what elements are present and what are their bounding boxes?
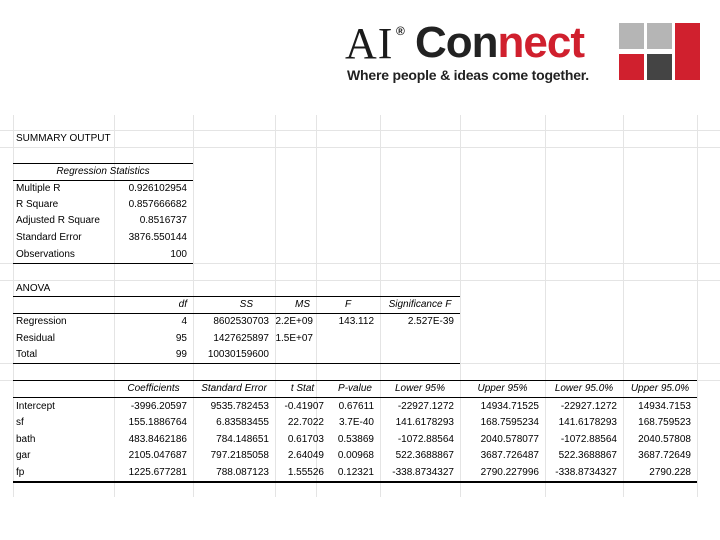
upper-950-value: 168.759523 — [638, 417, 691, 428]
std-error-value: 784.148651 — [216, 434, 269, 445]
upper-95-value: 14934.71525 — [480, 401, 539, 412]
lower-95-value: -1072.88564 — [397, 434, 454, 445]
t-stat-value: 2.64049 — [287, 450, 324, 461]
anova-header-ms: MS — [295, 299, 310, 310]
anova-row-label: Residual — [16, 333, 55, 344]
coef-value: -3996.20597 — [130, 401, 187, 412]
coef-row-label: sf — [16, 417, 24, 428]
lower-950-value: -1072.88564 — [560, 434, 617, 445]
stat-label: Adjusted R Square — [16, 215, 100, 226]
upper-950-value: 2790.228 — [649, 467, 691, 478]
upper-95-value: 3687.726487 — [480, 450, 539, 461]
anova-header-ss: SS — [239, 299, 253, 310]
t-stat-value: -0.41907 — [284, 401, 324, 412]
coef-row-label: gar — [16, 450, 31, 461]
coef-value: 155.1886764 — [128, 417, 187, 428]
anova-ms: 2.2E+09 — [275, 316, 313, 327]
ai-connect-logo — [345, 20, 710, 90]
anova-df: 4 — [181, 316, 187, 327]
p-value: 0.67611 — [338, 401, 374, 412]
logo-registered-mark: ® — [396, 24, 405, 38]
stat-value: 100 — [170, 249, 187, 260]
coef-value: 1225.677281 — [128, 467, 187, 478]
summary-output-title: SUMMARY OUTPUT — [16, 133, 111, 144]
t-stat-value: 0.61703 — [287, 434, 324, 445]
lower-95-value: 522.3688867 — [395, 450, 454, 461]
anova-ms: 1.5E+07 — [275, 333, 313, 344]
logo-connect-dark: Con — [415, 18, 498, 67]
coef-header: P-value — [338, 383, 372, 394]
coef-value: 483.8462186 — [128, 434, 187, 445]
table-rule — [13, 481, 697, 483]
coef-header: Upper 95% — [477, 383, 528, 394]
t-stat-value: 1.55526 — [287, 467, 324, 478]
anova-ss: 8602530703 — [213, 316, 269, 327]
t-stat-value: 22.7022 — [287, 417, 324, 428]
lower-95-value: -22927.1272 — [397, 401, 454, 412]
upper-95-value: 168.7595234 — [480, 417, 539, 428]
gridline — [697, 115, 698, 497]
std-error-value: 9535.782453 — [210, 401, 269, 412]
lower-95-value: 141.6178293 — [395, 417, 454, 428]
anova-df: 95 — [175, 333, 187, 344]
logo-square — [619, 23, 644, 49]
p-value: 0.53869 — [337, 434, 374, 445]
logo-connect-text — [415, 20, 584, 66]
coef-value: 2105.047687 — [128, 450, 187, 461]
anova-title: ANOVA — [16, 283, 51, 294]
stat-label: Multiple R — [16, 183, 61, 194]
logo-connect-red: nect — [497, 18, 585, 67]
anova-df: 99 — [175, 349, 187, 360]
lower-950-value: 522.3688867 — [558, 450, 617, 461]
stat-label: Observations — [16, 249, 75, 260]
anova-ss: 1427625897 — [213, 333, 269, 344]
coef-row-label: fp — [16, 467, 25, 478]
coef-header: Lower 95.0% — [554, 383, 614, 394]
lower-95-value: -338.8734327 — [392, 467, 454, 478]
logo-square-red — [675, 23, 700, 80]
logo-ai-text: AI — [345, 19, 394, 68]
anova-row-label: Total — [16, 349, 38, 360]
anova-f: 143.112 — [338, 316, 374, 327]
gridline — [0, 280, 720, 281]
table-rule — [13, 397, 697, 398]
anova-row-label: Regression — [16, 316, 67, 327]
upper-950-value: 14934.7153 — [638, 401, 691, 412]
upper-95-value: 2040.578077 — [480, 434, 539, 445]
anova-ss: 10030159600 — [207, 349, 269, 360]
stat-label: R Square — [16, 199, 59, 210]
upper-950-value: 2040.57808 — [638, 434, 691, 445]
lower-950-value: -22927.1272 — [560, 401, 617, 412]
stat-value: 0.926102954 — [128, 183, 187, 194]
anova-header-f: F — [344, 299, 352, 310]
lower-950-value: 141.6178293 — [558, 417, 617, 428]
coef-header: Coefficients — [127, 383, 180, 394]
stat-value: 0.8516737 — [139, 215, 187, 226]
coef-header: Upper 95.0% — [630, 383, 690, 394]
regression-statistics-header: Regression Statistics — [56, 166, 150, 177]
stat-value: 0.857666682 — [128, 199, 187, 210]
anova-header-sigf: Significance F — [388, 299, 452, 310]
coef-header: Lower 95% — [394, 383, 446, 394]
table-rule — [13, 363, 460, 364]
logo-tagline: Where people & ideas come together. — [347, 67, 589, 83]
upper-950-value: 3687.72649 — [638, 450, 691, 461]
std-error-value: 788.087123 — [216, 467, 269, 478]
coef-row-label: bath — [16, 434, 36, 445]
anova-sigf: 2.527E-39 — [407, 316, 454, 327]
anova-header-df: df — [178, 299, 187, 310]
coef-header: t Stat — [290, 383, 315, 394]
coef-row-label: Intercept — [16, 401, 55, 412]
stat-label: Standard Error — [16, 232, 82, 243]
coef-header: Standard Error — [201, 383, 267, 394]
p-value: 0.00968 — [337, 450, 374, 461]
logo-square-dark — [647, 54, 672, 80]
std-error-value: 797.2185058 — [210, 450, 269, 461]
upper-95-value: 2790.227996 — [480, 467, 539, 478]
table-rule — [13, 263, 193, 264]
lower-950-value: -338.8734327 — [555, 467, 617, 478]
stat-value: 3876.550144 — [128, 232, 187, 243]
gridline — [0, 147, 720, 148]
p-value: 3.7E-40 — [338, 417, 374, 428]
std-error-value: 6.83583455 — [216, 417, 269, 428]
logo-squares-icon — [619, 23, 703, 80]
p-value: 0.12321 — [337, 467, 374, 478]
logo-square-red — [619, 54, 644, 80]
summary-output-sheet — [0, 115, 720, 497]
logo-square — [647, 23, 672, 49]
